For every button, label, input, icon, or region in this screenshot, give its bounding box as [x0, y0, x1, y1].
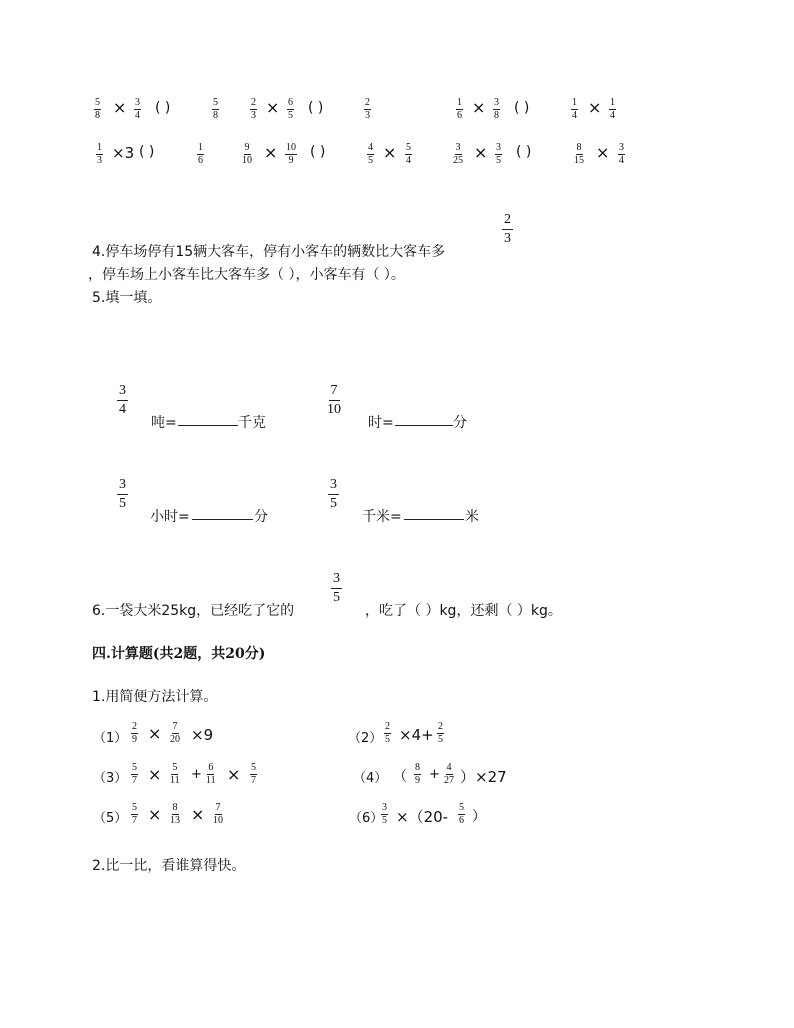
fraction: $\frac{3}{5}$: [330, 477, 337, 511]
fraction: $\frac{5}{7}$: [132, 802, 137, 826]
times-sign: ×: [264, 143, 278, 162]
expression-mid: ×4+: [399, 726, 434, 744]
unit-label: 吨=: [151, 415, 177, 431]
fraction: $\frac{3}{5}$: [496, 142, 501, 166]
times-sign: ×: [191, 805, 205, 824]
fraction: $\frac{1}{4}$: [610, 97, 615, 121]
answer-blank[interactable]: [404, 507, 464, 520]
fraction: $\frac{5}{8}$: [213, 97, 218, 121]
times-sign: ×: [148, 765, 162, 784]
fraction: $\frac{8}{9}$: [415, 762, 420, 786]
fraction: $\frac{2}{5}$: [438, 721, 443, 745]
compare-blank[interactable]: ( ): [139, 144, 155, 160]
times-sign: ×: [588, 98, 602, 117]
times-sign: ×: [383, 143, 397, 162]
fraction: $\frac{1}{4}$: [572, 97, 577, 121]
question-4-text-cont: ，停车场上小客车比大客车多（ ），小客车有（ ）。: [88, 267, 405, 283]
compare-blank[interactable]: ( ): [155, 100, 171, 116]
times-sign: ×: [227, 765, 241, 784]
compare-blank[interactable]: ( ): [310, 144, 326, 160]
fraction: $\frac{3}{4}$: [135, 97, 140, 121]
fraction: $\frac{1}{3}$: [97, 142, 102, 166]
question-5-title: 5.填一填。: [92, 290, 162, 306]
compare-blank[interactable]: ( ): [308, 100, 324, 116]
unit-label: 米: [465, 509, 479, 525]
times-sign: ×: [148, 724, 162, 743]
fraction: $\frac{3}{4}$: [619, 142, 624, 166]
fraction: $\frac{9}{10}$: [242, 142, 252, 166]
unit-label: 时=: [368, 415, 394, 431]
fraction: $\frac{10}{9}$: [286, 142, 296, 166]
times-sign: ×: [474, 143, 488, 162]
answer-blank[interactable]: [395, 413, 453, 426]
fraction: $\frac{1}{6}$: [457, 97, 462, 121]
fraction: $\frac{5}{7}$: [132, 762, 137, 786]
fraction: $\frac{3}{4}$: [119, 383, 126, 417]
fraction: $\frac{3}{8}$: [494, 97, 499, 121]
close-paren: ）: [472, 809, 486, 825]
problem-label: （6）: [349, 811, 384, 826]
fraction: $\frac{6}{11}$: [206, 762, 216, 786]
section-heading: 四.计算题(共2题，共20分): [92, 646, 266, 662]
unit-label: 千米=: [362, 509, 402, 525]
fraction: $\frac{4}{27}$: [444, 762, 454, 786]
question-6-text: 6.一袋大米25kg，已经吃了它的: [92, 603, 295, 619]
fraction: $\frac{8}{15}$: [574, 142, 584, 166]
fraction: $\frac{4}{5}$: [368, 142, 373, 166]
fraction: $\frac{1}{6}$: [198, 142, 203, 166]
times-sign: ×: [472, 98, 486, 117]
problem-label: （1）: [93, 731, 128, 746]
fraction: $\frac{3}{5}$: [382, 802, 387, 826]
fraction: $\frac{5}{7}$: [251, 762, 256, 786]
problem-label: （4）: [353, 771, 388, 786]
fraction: $\frac{3}{5}$: [119, 477, 126, 511]
expression-tail: ×9: [191, 726, 214, 744]
fraction: $\frac{7}{10}$: [213, 802, 223, 826]
fraction: $\frac{7}{20}$: [170, 721, 180, 745]
unit-label: 千克: [238, 415, 266, 431]
unit-label: 分: [453, 415, 467, 431]
unit-label: 分: [254, 509, 268, 525]
question-4-text: 4.停车场停有15辆大客车，停有小客车的辆数比大客车多: [92, 244, 446, 260]
times-three: ×3: [112, 144, 135, 162]
calc-question-2-title: 2.比一比，看谁算得快。: [92, 858, 246, 874]
expression-tail: ）×27: [460, 768, 507, 786]
open-paren-expression: ×（20-: [396, 808, 449, 826]
times-sign: ×: [596, 143, 610, 162]
fraction: $\frac{8}{13}$: [170, 802, 180, 826]
calc-question-1-title: 1.用简便方法计算。: [92, 689, 218, 705]
fraction: $\frac{5}{4}$: [406, 142, 411, 166]
answer-blank[interactable]: [178, 413, 238, 426]
compare-blank[interactable]: ( ): [514, 100, 530, 116]
unit-label: 小时=: [150, 509, 190, 525]
open-paren: （: [393, 769, 407, 785]
fraction: $\frac{3}{25}$: [453, 142, 463, 166]
fraction: $\frac{2}{3}$: [365, 97, 370, 121]
fraction: $\frac{7}{10}$: [327, 383, 341, 417]
fraction: $\frac{5}{11}$: [170, 762, 180, 786]
problem-label: （5）: [93, 811, 128, 826]
problem-label: （2）: [348, 731, 383, 746]
compare-blank[interactable]: ( ): [516, 144, 532, 160]
times-sign: ×: [266, 98, 280, 117]
fraction: $\frac{5}{8}$: [95, 97, 100, 121]
fraction: $\frac{2}{5}$: [385, 721, 390, 745]
fraction: $\frac{2}{9}$: [132, 721, 137, 745]
fraction: $\frac{6}{5}$: [288, 97, 293, 121]
fraction: $\frac{2}{3}$: [504, 212, 511, 246]
problem-label: （3）: [93, 771, 128, 786]
fraction: $\frac{5}{6}$: [459, 802, 464, 826]
question-6-text-cont: ，吃了（ ）kg，还剩（ ）kg。: [365, 603, 562, 619]
fraction: $\frac{2}{3}$: [251, 97, 256, 121]
times-sign: ×: [113, 98, 127, 117]
times-sign: ×: [148, 805, 162, 824]
answer-blank[interactable]: [192, 507, 253, 520]
fraction: $\frac{3}{5}$: [333, 571, 340, 605]
plus-sign: +: [191, 767, 202, 782]
plus-sign: +: [429, 767, 440, 782]
